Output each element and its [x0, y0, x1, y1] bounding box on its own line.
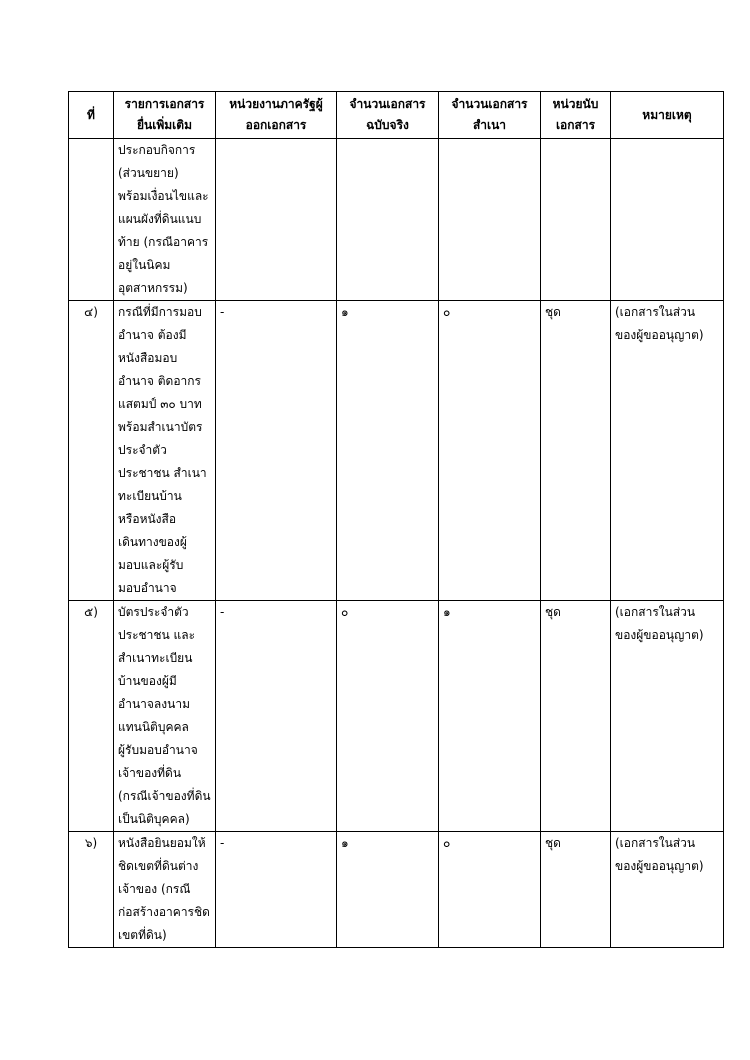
header-original-count: จำนวนเอกสาร ฉบับจริง: [337, 92, 439, 139]
row-copy-count: [439, 139, 541, 301]
row-unit: ชุด: [541, 832, 611, 948]
row-original-count: ๐: [337, 601, 439, 832]
row-unit: ชุด: [541, 601, 611, 832]
table-row: [69, 832, 724, 948]
row-note: (เอกสารในส่วน ของผู้ขออนุญาต): [611, 832, 724, 948]
header-copy-count: จำนวนเอกสาร สำเนา: [439, 92, 541, 139]
row-original-count: ๑: [337, 832, 439, 948]
row-item: กรณีที่มีการมอบ อำนาจ ต้องมี หนังสือมอบ อำนาจ ติดอากร แสตมป์ ๓๐ บาท พร้อมสำเนาบัตร ประจำตัว ประชาชน สำเนา ทะเบียนบ้าน หรือหนังสือ เดินทางของผู้ มอบและผู้รับ มอบอำนาจ: [114, 301, 216, 601]
row-unit: [541, 139, 611, 301]
header-note: หมายเหตุ: [611, 92, 724, 139]
row-agency: -: [216, 601, 337, 832]
table-row: [69, 139, 724, 301]
row-item: ประกอบกิจการ (ส่วนขยาย) พร้อมเงื่อนไขและ แผนผังที่ดินแนบ ท้าย (กรณีอาคาร อยู่ในนิคม อุตสาหกรรม): [114, 139, 216, 301]
table-header-row: [69, 92, 724, 139]
row-number: ๔): [69, 301, 114, 601]
row-copy-count: ๐: [439, 832, 541, 948]
header-item: รายการเอกสาร ยื่นเพิ่มเติม: [114, 92, 216, 139]
row-item: บัตรประจำตัว ประชาชน และ สำเนาทะเบียน บ้านของผู้มี อำนาจลงนาม แทนนิติบุคคล ผู้รับมอบอำนาจ เจ้าของที่ดิน (กรณีเจ้าของที่ดิน เป็นนิติบุคคล): [114, 601, 216, 832]
row-number: ๕): [69, 601, 114, 832]
row-note: (เอกสารในส่วน ของผู้ขออนุญาต): [611, 601, 724, 832]
header-unit: หน่วยนับ เอกสาร: [541, 92, 611, 139]
row-original-count: [337, 139, 439, 301]
row-number: [69, 139, 114, 301]
table-row: [69, 601, 724, 832]
row-copy-count: ๐: [439, 301, 541, 601]
row-agency: -: [216, 832, 337, 948]
header-agency: หน่วยงานภาครัฐผู้ ออกเอกสาร: [216, 92, 337, 139]
row-original-count: ๑: [337, 301, 439, 601]
row-note: (เอกสารในส่วน ของผู้ขออนุญาต): [611, 301, 724, 601]
documents-table: [68, 91, 724, 948]
row-unit: ชุด: [541, 301, 611, 601]
row-item: หนังสือยินยอมให้ ชิดเขตที่ดินต่าง เจ้าของ (กรณี ก่อสร้างอาคารชิด เขตที่ดิน): [114, 832, 216, 948]
row-agency: [216, 139, 337, 301]
row-copy-count: ๑: [439, 601, 541, 832]
header-no: ที่: [69, 92, 114, 139]
row-number: ๖): [69, 832, 114, 948]
row-agency: -: [216, 301, 337, 601]
table-row: [69, 301, 724, 601]
row-note: [611, 139, 724, 301]
